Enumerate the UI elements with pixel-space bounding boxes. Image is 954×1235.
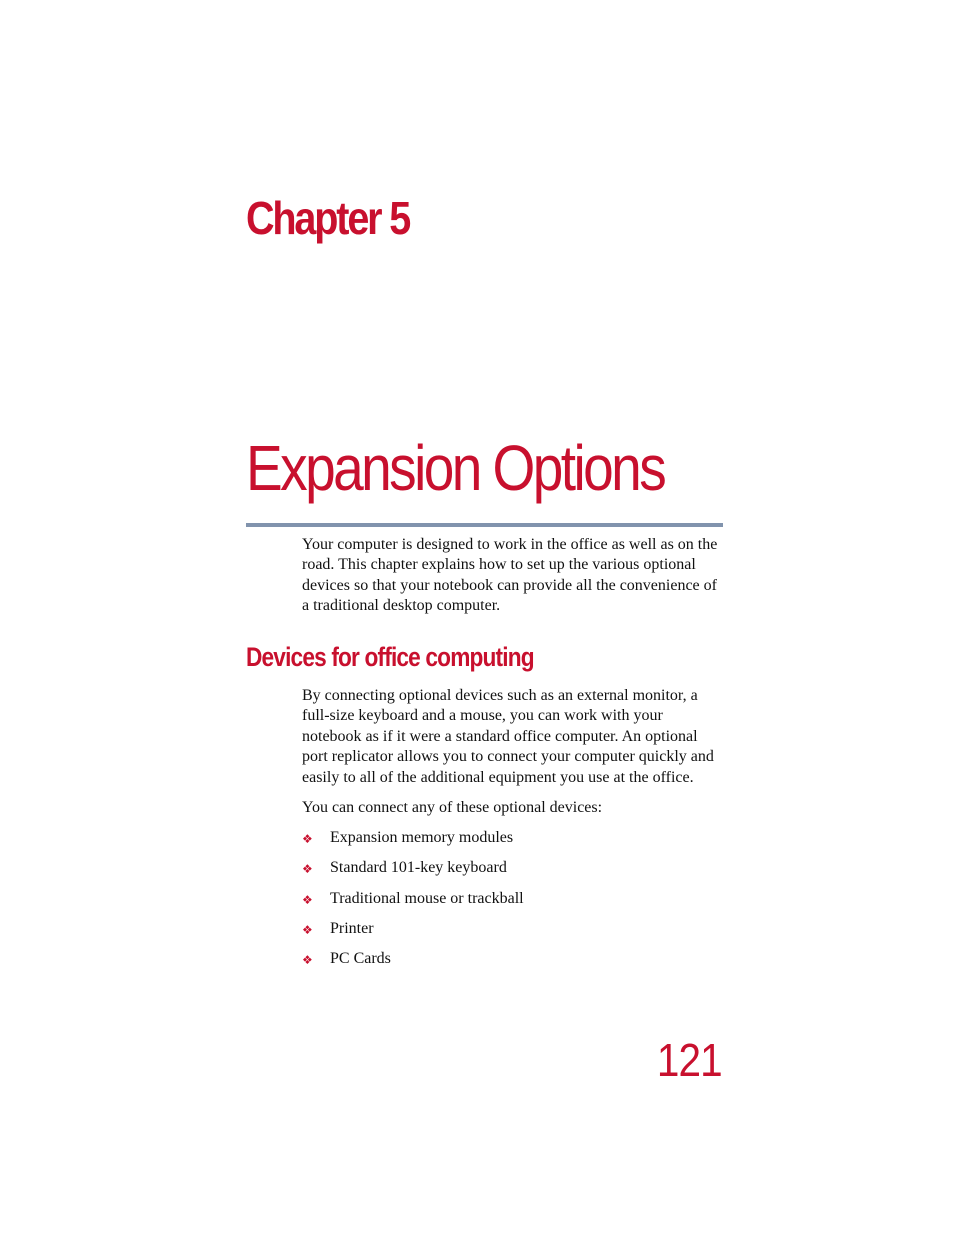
list-item	[302, 858, 726, 888]
list-item-text: Printer	[330, 919, 374, 937]
section-paragraph: By connecting optional devices such as an external monitor, a full-size keyboard and a mouse, you can work with your notebook as if it were a standard office computer. An optional port replicator allows you to connect your computer quickly and easily to all of the additional equipment you use at the office.	[302, 687, 714, 786]
title-rule	[246, 523, 723, 527]
chapter-label: Chapter 5	[246, 192, 410, 244]
list-item-text: PC Cards	[330, 950, 391, 968]
diamond-bullet-icon: ❖	[302, 953, 313, 968]
list-item	[302, 949, 726, 979]
diamond-bullet-icon: ❖	[302, 892, 313, 907]
list-item	[302, 919, 726, 949]
chapter-intro-paragraph: Your computer is designed to work in the office as well as on the road. This chapter explains how to set up the various optional devices so that your notebook can provide all the convenience of a traditional desktop computer.	[302, 536, 718, 615]
device-list-lead-in: You can connect any of these optional devices:	[302, 799, 603, 816]
section-heading: Devices for office computing	[246, 642, 534, 672]
list-item-text: Expansion memory modules	[330, 829, 514, 846]
page-number: 121	[657, 1034, 722, 1086]
diamond-bullet-icon: ❖	[302, 862, 313, 877]
diamond-bullet-icon: ❖	[302, 922, 313, 937]
diamond-bullet-icon: ❖	[302, 832, 313, 846]
list-item-text: Traditional mouse or trackball	[330, 889, 524, 907]
list-item	[302, 889, 726, 919]
device-list	[302, 828, 726, 979]
chapter-title: Expansion Options	[246, 432, 665, 504]
list-item	[302, 828, 726, 858]
list-item-text: Standard 101-key keyboard	[330, 859, 507, 877]
